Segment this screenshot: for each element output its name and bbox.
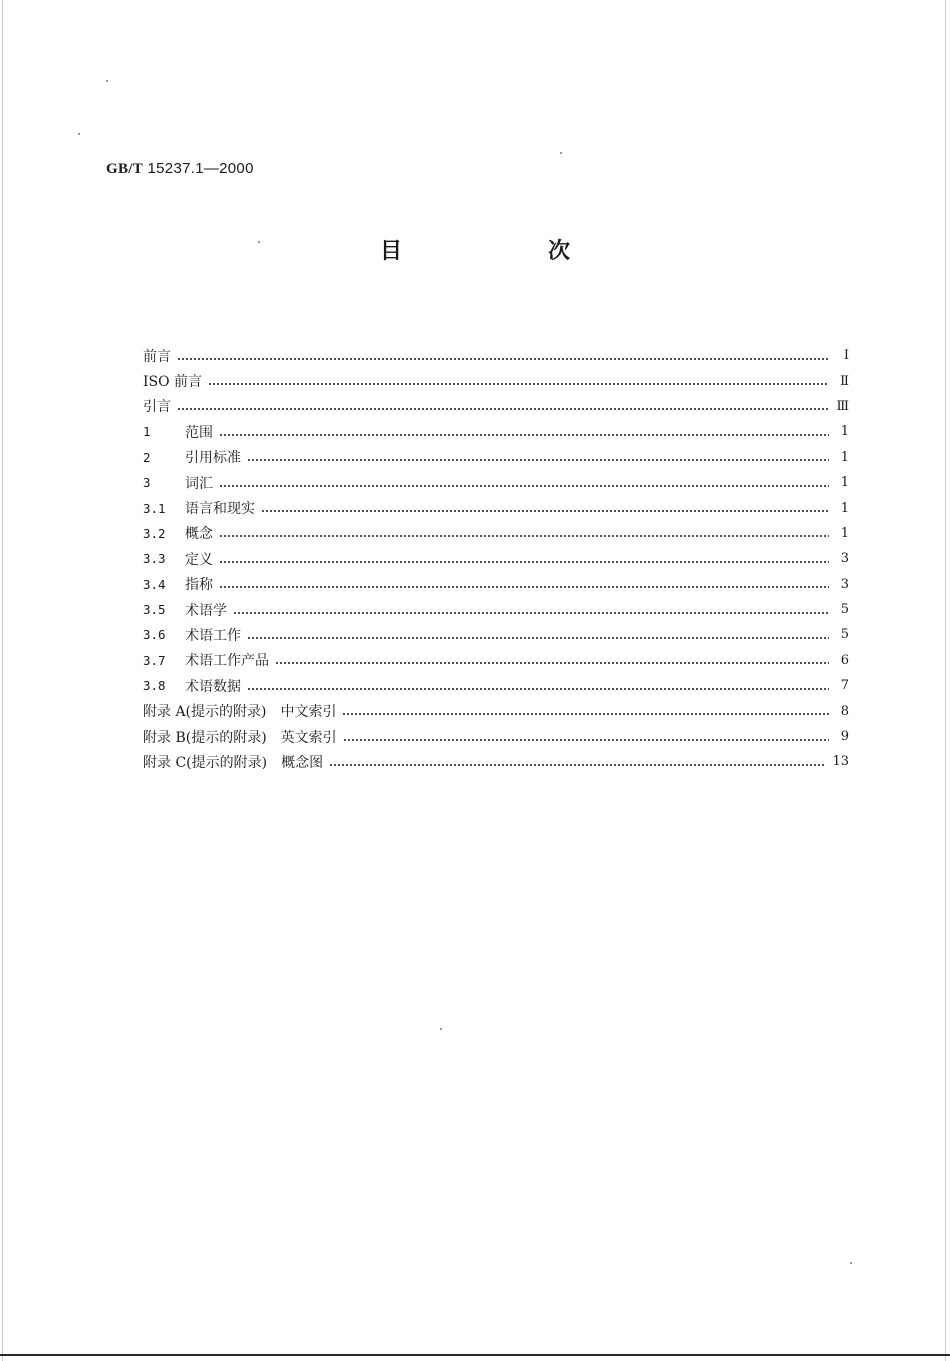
toc-entry <box>143 724 849 749</box>
toc-entry-page: 3 <box>840 576 849 592</box>
toc-entry-page: 1 <box>840 475 849 491</box>
toc-entry <box>143 394 849 419</box>
toc-dot-leader <box>219 485 829 487</box>
toc-entry-number: 3.3 <box>143 551 166 567</box>
toc-list <box>143 343 849 775</box>
toc-entry-page: 9 <box>840 729 849 745</box>
toc-entry-label: 引用标准 <box>185 450 241 467</box>
toc-dot-leader <box>342 713 829 715</box>
scan-speck <box>106 80 108 82</box>
toc-dot-leader <box>275 662 829 664</box>
toc-entry-number: 3.1 <box>143 500 166 516</box>
toc-title-char: 目 <box>380 239 403 264</box>
toc-entry <box>143 749 849 774</box>
toc-entry-label: 附录 A(提示的附录) 中文索引 <box>143 704 337 721</box>
scan-speck <box>850 1262 852 1264</box>
scan-edge-left <box>2 0 3 1361</box>
toc-entry-number: 3.4 <box>143 576 166 592</box>
toc-entry-page: 13 <box>832 754 849 770</box>
toc-entry <box>143 368 849 393</box>
toc-entry-label: 语言和现实 <box>185 501 255 518</box>
toc-title <box>380 234 570 265</box>
toc-entry <box>143 546 849 571</box>
scan-speck <box>78 133 80 135</box>
toc-entry <box>143 648 849 673</box>
toc-entry <box>143 495 849 520</box>
toc-dot-leader <box>219 586 829 588</box>
toc-entry-label: 词汇 <box>185 475 213 492</box>
toc-entry-label: 引言 <box>143 399 171 416</box>
toc-entry <box>143 597 849 622</box>
toc-entry <box>143 445 849 470</box>
toc-entry <box>143 698 849 723</box>
toc-entry-number: 2 <box>143 449 151 465</box>
toc-dot-leader <box>219 434 829 436</box>
toc-dot-leader <box>247 637 829 639</box>
toc-entry-label: 术语工作产品 <box>185 653 269 670</box>
toc-entry-page: 6 <box>840 652 849 668</box>
toc-entry-number: 3.7 <box>143 652 166 668</box>
scan-speck <box>560 152 562 154</box>
toc-entry-label: 术语学 <box>185 602 227 619</box>
toc-entry <box>143 622 849 647</box>
toc-dot-leader <box>247 688 829 690</box>
toc-entry-page: 1 <box>840 500 849 516</box>
toc-entry <box>143 343 849 368</box>
toc-entry-page: 3 <box>840 551 849 567</box>
toc-entry-page: 8 <box>840 703 849 719</box>
toc-entry-number: 3.8 <box>143 678 166 694</box>
toc-entry-label: 指称 <box>185 577 213 594</box>
toc-dot-leader <box>329 764 826 766</box>
toc-entry-number: 1 <box>143 424 151 440</box>
toc-entry-page: 1 <box>840 449 849 465</box>
toc-entry-page: Ⅱ <box>840 373 849 389</box>
toc-dot-leader <box>233 612 829 614</box>
standard-code: GB/T <box>106 161 144 177</box>
toc-entry-number: 3.2 <box>143 525 166 541</box>
toc-entry-label: 附录 B(提示的附录) 英文索引 <box>143 729 337 746</box>
toc-dot-leader <box>261 510 829 512</box>
toc-entry-number: 3 <box>143 475 151 491</box>
toc-entry-label: ISO 前言 <box>143 374 203 391</box>
toc-entry <box>143 572 849 597</box>
toc-entry <box>143 419 849 444</box>
toc-dot-leader <box>219 561 829 563</box>
toc-dot-leader <box>219 535 829 537</box>
toc-dot-leader <box>343 739 829 741</box>
standard-number <box>106 160 254 178</box>
toc-entry-label: 前言 <box>143 348 171 365</box>
toc-entry-number: 3.6 <box>143 627 166 643</box>
toc-dot-leader <box>247 459 829 461</box>
scan-edge-right <box>945 0 946 1361</box>
scan-speck <box>440 1028 442 1030</box>
toc-entry-label: 概念 <box>185 526 213 543</box>
toc-entry-page: 7 <box>840 678 849 694</box>
toc-dot-leader <box>208 383 829 385</box>
toc-entry-label: 范围 <box>185 424 213 441</box>
toc-entry-page: 5 <box>840 602 849 618</box>
toc-dot-leader <box>177 358 829 360</box>
toc-dot-leader <box>177 408 829 410</box>
toc-entry <box>143 673 849 698</box>
toc-entry-label: 附录 C(提示的附录) 概念图 <box>143 754 324 771</box>
toc-entry-label: 定义 <box>185 551 213 568</box>
toc-entry <box>143 470 849 495</box>
toc-entry-label: 术语数据 <box>185 678 241 695</box>
standard-number-value: 15237.1—2000 <box>147 160 254 177</box>
toc-entry-page: 1 <box>840 424 849 440</box>
toc-entry-label: 术语工作 <box>185 627 241 644</box>
scan-edge-bottom <box>0 1354 950 1356</box>
toc-entry-page: 1 <box>840 525 849 541</box>
toc-entry <box>143 521 849 546</box>
toc-entry-number: 3.5 <box>143 602 166 618</box>
toc-entry-page: 5 <box>840 627 849 643</box>
toc-entry-page: Ⅲ <box>836 398 849 414</box>
scan-speck <box>258 241 260 243</box>
toc-entry-page: I <box>843 348 849 364</box>
toc-title-char: 次 <box>547 239 570 264</box>
